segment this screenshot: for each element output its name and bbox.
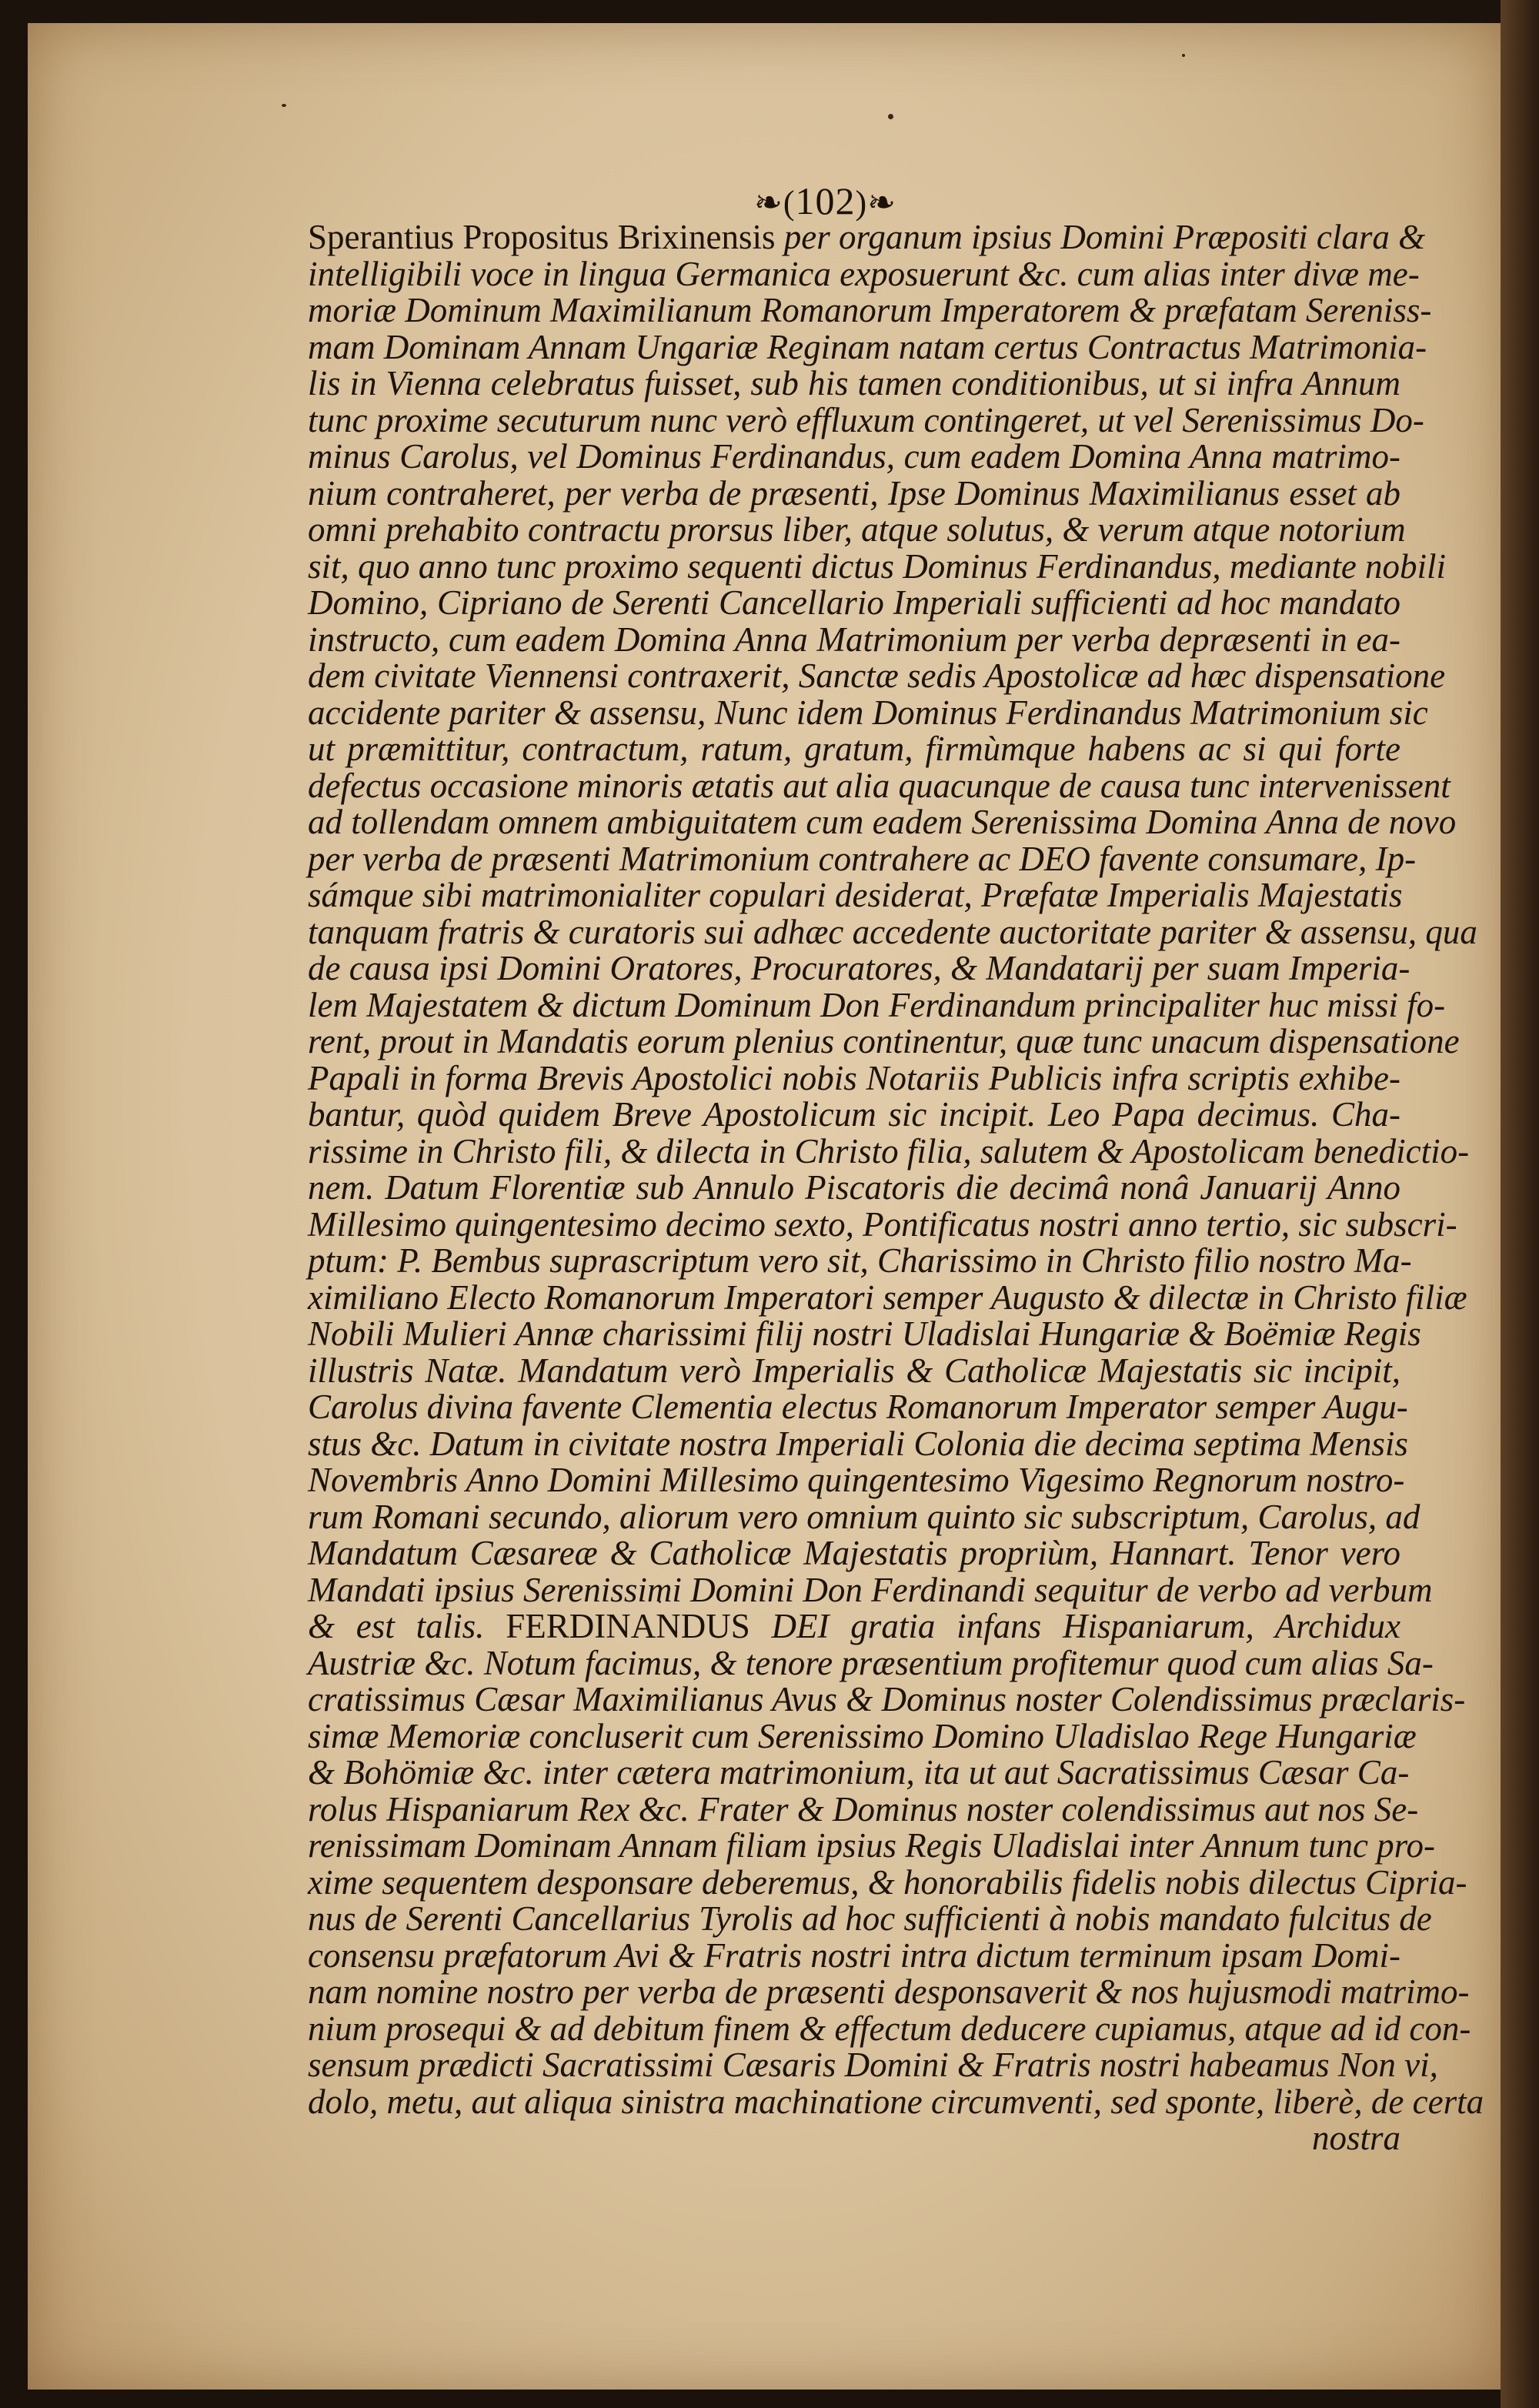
text-segment: Millesimo quingentesimo decimo sexto, Pontificatus nostri anno tertio, sic subscri- bbox=[308, 1204, 1457, 1244]
text-line bbox=[308, 2082, 1484, 2121]
text-segment: rum Romani secundo, aliorum vero omnium quinto sic subscriptum, Carolus, ad bbox=[308, 1497, 1420, 1536]
text-segment: tunc proxime secuturum nunc verò effluxum contingeret, ut vel Serenissimus Do- bbox=[308, 400, 1424, 439]
text-segment: lem Majestatem & dictum Dominum Don Ferdinandum principaliter huc missi fo- bbox=[308, 985, 1446, 1024]
text-segment: mam Dominam Annam Ungariæ Reginam natam certus Contractus Matrimonia- bbox=[308, 327, 1427, 366]
text-segment: simæ Memoriæ concluserit cum Serenissimo Domino Uladislao Rege Hungariæ bbox=[308, 1716, 1417, 1755]
text-segment: FERDINANDUS bbox=[506, 1607, 772, 1645]
text-line bbox=[308, 1716, 1417, 1755]
page-header bbox=[754, 179, 896, 223]
text-line bbox=[308, 1570, 1433, 1609]
text-segment: Domino, Cipriano de Serenti Cancellario Imperiali sufficienti ad hoc mandato bbox=[308, 583, 1400, 622]
text-line bbox=[308, 1608, 1400, 1645]
text-line bbox=[308, 1204, 1457, 1244]
text-segment: per verba de præsenti Matrimonium contrahere ac DEO favente consumare, Ip- bbox=[308, 839, 1417, 878]
text-line bbox=[308, 1241, 1412, 1280]
text-line bbox=[308, 546, 1447, 586]
text-segment: stus &c. Datum in civitate nostra Imperiali Colonia die decima septima Mensis bbox=[308, 1424, 1408, 1463]
text-line bbox=[308, 766, 1451, 805]
text-line bbox=[308, 1388, 1408, 1426]
text-line bbox=[308, 400, 1424, 439]
binding-gutter bbox=[1501, 0, 1539, 2408]
body-text bbox=[308, 218, 1484, 2157]
text-segment: & Bohömiæ &c. inter cætera matrimonium, ita ut aut Sacratissimus Cæsar Ca- bbox=[308, 1753, 1410, 1792]
text-segment: ad tollendam omnem ambiguitatem cum eadem Serenissima Domina Anna de novo bbox=[308, 803, 1457, 841]
text-segment: defectus occasione minoris ætatis aut alia quacunque de causa tunc intervenissent bbox=[308, 766, 1451, 805]
text-segment: tanquam fratris & curatoris sui adhæc accedente auctoritate pariter & assensu, qua bbox=[308, 912, 1477, 951]
text-line bbox=[308, 1022, 1460, 1060]
text-line bbox=[308, 1972, 1470, 2011]
ornament-right-icon: )❧ bbox=[855, 184, 897, 222]
text-segment: de causa ipsi Domini Oratores, Procuratores, & Mandatarij per suam Imperia- bbox=[308, 949, 1410, 987]
text-line bbox=[308, 912, 1477, 951]
text-segment: rolus Hispaniarum Rex &c. Frater & Dominus noster colendissimus aut nos Se- bbox=[308, 1789, 1419, 1829]
text-line bbox=[308, 1643, 1434, 1682]
text-segment: nium prosequi & ad debitum finem & effectum deducere cupiamus, atque ad id con- bbox=[308, 2009, 1471, 2048]
text-line bbox=[308, 949, 1410, 987]
text-segment: rissime in Christo fili, & dilecta in Christo filia, salutem & Apostolicam benedictio- bbox=[308, 1131, 1470, 1171]
text-line bbox=[308, 1131, 1470, 1171]
text-line bbox=[308, 473, 1400, 513]
text-line bbox=[308, 1753, 1410, 1792]
text-line bbox=[308, 2046, 1438, 2084]
text-line bbox=[308, 1277, 1467, 1317]
text-segment: sámque sibi matrimonialiter copulari desiderat, Præfatæ Imperialis Majestatis bbox=[308, 876, 1403, 914]
text-line bbox=[308, 218, 1426, 256]
text-segment: Papali in forma Brevis Apostolici nobis Notariis Publicis infra scriptis exhibe- bbox=[308, 1058, 1400, 1097]
text-line bbox=[308, 1789, 1419, 1829]
text-line bbox=[308, 1353, 1400, 1390]
text-segment: moriæ Dominum Maximilianum Romanorum Imperatorem & præfatam Sereniss- bbox=[308, 291, 1432, 329]
text-segment: per organum ipsius Domini Præpositi clara & bbox=[783, 218, 1426, 256]
text-line bbox=[308, 1497, 1420, 1536]
text-segment: minus Carolus, vel Dominus Ferdinandus, cum eadem Domina Anna matrimo- bbox=[308, 437, 1400, 476]
text-segment: accidente pariter & assensu, Nunc idem Dominus Ferdinandus Matrimonium sic bbox=[308, 693, 1428, 732]
text-line bbox=[308, 1060, 1400, 1097]
text-segment: Carolus divina favente Clementia electus Romanorum Imperator semper Augu- bbox=[308, 1388, 1408, 1426]
text-segment: DEI gratia infans Hispaniarum, Archidux bbox=[771, 1607, 1401, 1645]
text-segment: illustris Natæ. Mandatum verò Imperialis & Catholicæ Majestatis sic incipit, bbox=[308, 1351, 1400, 1390]
text-line bbox=[308, 1535, 1400, 1572]
text-segment: ptum: P. Bembus suprascriptum vero sit, Charissimo in Christo filio nostro Ma- bbox=[308, 1241, 1412, 1280]
text-line bbox=[308, 985, 1446, 1024]
text-segment: nium contraheret, per verba de præsenti, Ipse Dominus Maximilianus esset ab bbox=[308, 473, 1400, 513]
text-line bbox=[308, 2009, 1471, 2048]
text-line bbox=[308, 585, 1400, 622]
text-line bbox=[308, 439, 1400, 476]
text-segment: Sperantius Propositus Brixinensis bbox=[308, 218, 784, 256]
text-line bbox=[308, 366, 1400, 402]
text-segment: xime sequentem desponsare deberemus, & honorabilis fidelis nobis dilectus Cipria- bbox=[308, 1862, 1467, 1902]
text-line bbox=[308, 839, 1417, 878]
text-segment: & est talis. bbox=[308, 1607, 506, 1645]
text-line bbox=[308, 693, 1428, 732]
text-line bbox=[308, 291, 1432, 329]
text-line bbox=[308, 803, 1457, 841]
text-segment: intelligibili voce in lingua Germanica exposuerunt &c. cum alias inter divæ me- bbox=[308, 254, 1420, 293]
text-segment: sit, quo anno tunc proximo sequenti dictus Dominus Ferdinandus, mediante nobili bbox=[308, 546, 1447, 586]
text-line bbox=[308, 1097, 1400, 1134]
text-line bbox=[308, 1170, 1400, 1207]
text-segment: consensu præfatorum Avi & Fratris nostri intra dictum terminum ipsam Domi- bbox=[308, 1935, 1400, 1975]
text-line bbox=[308, 254, 1420, 293]
ornament-left-icon: ❧( bbox=[754, 184, 796, 222]
text-segment: Mandatum Cæsareæ & Catholicæ Majestatis propriùm, Hannart. Tenor vero bbox=[308, 1534, 1400, 1572]
text-segment: ximiliano Electo Romanorum Imperatori semper Augusto & dilectæ in Christo filiæ bbox=[308, 1277, 1467, 1317]
text-line bbox=[308, 656, 1446, 695]
text-segment: bantur, quòd quidem Breve Apostolicum sic incipit. Leo Papa decimus. Cha- bbox=[308, 1095, 1400, 1134]
text-line bbox=[308, 1314, 1421, 1353]
catchword: nostra bbox=[1311, 2119, 1400, 2157]
text-segment: cratissimus Cæsar Maximilianus Avus & Dominus noster Colendissimus præclaris- bbox=[308, 1680, 1466, 1718]
text-line bbox=[308, 876, 1403, 914]
text-segment: sensum prædicti Sacratissimi Cæsaris Domini & Fratris nostri habeamus Non vi, bbox=[308, 2046, 1438, 2084]
text-line bbox=[308, 1899, 1432, 1938]
text-line bbox=[308, 1935, 1400, 1975]
text-segment: renissimam Dominam Annam filiam ipsius Regis Uladislai inter Annum tunc pro- bbox=[308, 1826, 1436, 1865]
text-segment: nus de Serenti Cancellarius Tyrolis ad hoc sufficienti à nobis mandato fulcitus de bbox=[308, 1899, 1432, 1938]
text-segment: dem civitate Viennensi contraxerit, Sanctæ sedis Apostolicæ ad hæc dispensatione bbox=[308, 656, 1446, 695]
text-line bbox=[308, 1862, 1467, 1902]
text-segment: Austriæ &c. Notum facimus, & tenore præsentium profitemur quod cum alias Sa- bbox=[308, 1643, 1434, 1682]
text-line bbox=[308, 327, 1427, 366]
text-line bbox=[308, 1461, 1405, 1499]
text-segment: nam nomine nostro per verba de præsenti desponsaverit & nos hujusmodi matrimo- bbox=[308, 1972, 1470, 2011]
text-segment: Novembris Anno Domini Millesimo quingentesimo Vigesimo Regnorum nostro- bbox=[308, 1461, 1405, 1499]
text-segment: Mandati ipsius Serenissimi Domini Don Ferdinandi sequitur de verbo ad verbum bbox=[308, 1570, 1433, 1609]
text-segment: instructo, cum eadem Domina Anna Matrimonium per verba depræsenti in ea- bbox=[308, 620, 1400, 659]
text-line bbox=[308, 731, 1400, 768]
text-segment: ut præmittitur, contractum, ratum, gratum, firmùmque habens ac si qui forte bbox=[308, 730, 1400, 768]
text-line bbox=[308, 622, 1400, 659]
text-segment: Nobili Mulieri Annæ charissimi filij nostri Uladislai Hungariæ & Boëmiæ Regis bbox=[308, 1314, 1421, 1353]
page-number: 102 bbox=[795, 179, 856, 222]
text-line bbox=[308, 510, 1406, 549]
text-segment: dolo, metu, aut aliqua sinistra machinatione circumventi, sed sponte, liberè, de certa bbox=[308, 2082, 1484, 2121]
text-segment: omni prehabito contractu prorsus liber, atque solutus, & verum atque notorium bbox=[308, 510, 1406, 549]
text-segment: rent, prout in Mandatis eorum plenius continentur, quæ tunc unacum dispensatione bbox=[308, 1022, 1460, 1060]
text-line bbox=[308, 1826, 1436, 1865]
text-line bbox=[308, 1680, 1466, 1718]
text-line bbox=[308, 1424, 1408, 1463]
text-segment: nem. Datum Florentiæ sub Annulo Piscatoris die decimâ nonâ Januarij Anno bbox=[308, 1168, 1400, 1207]
text-segment: lis in Vienna celebratus fuisset, sub his tamen conditionibus, ut si infra Annum bbox=[308, 364, 1400, 402]
